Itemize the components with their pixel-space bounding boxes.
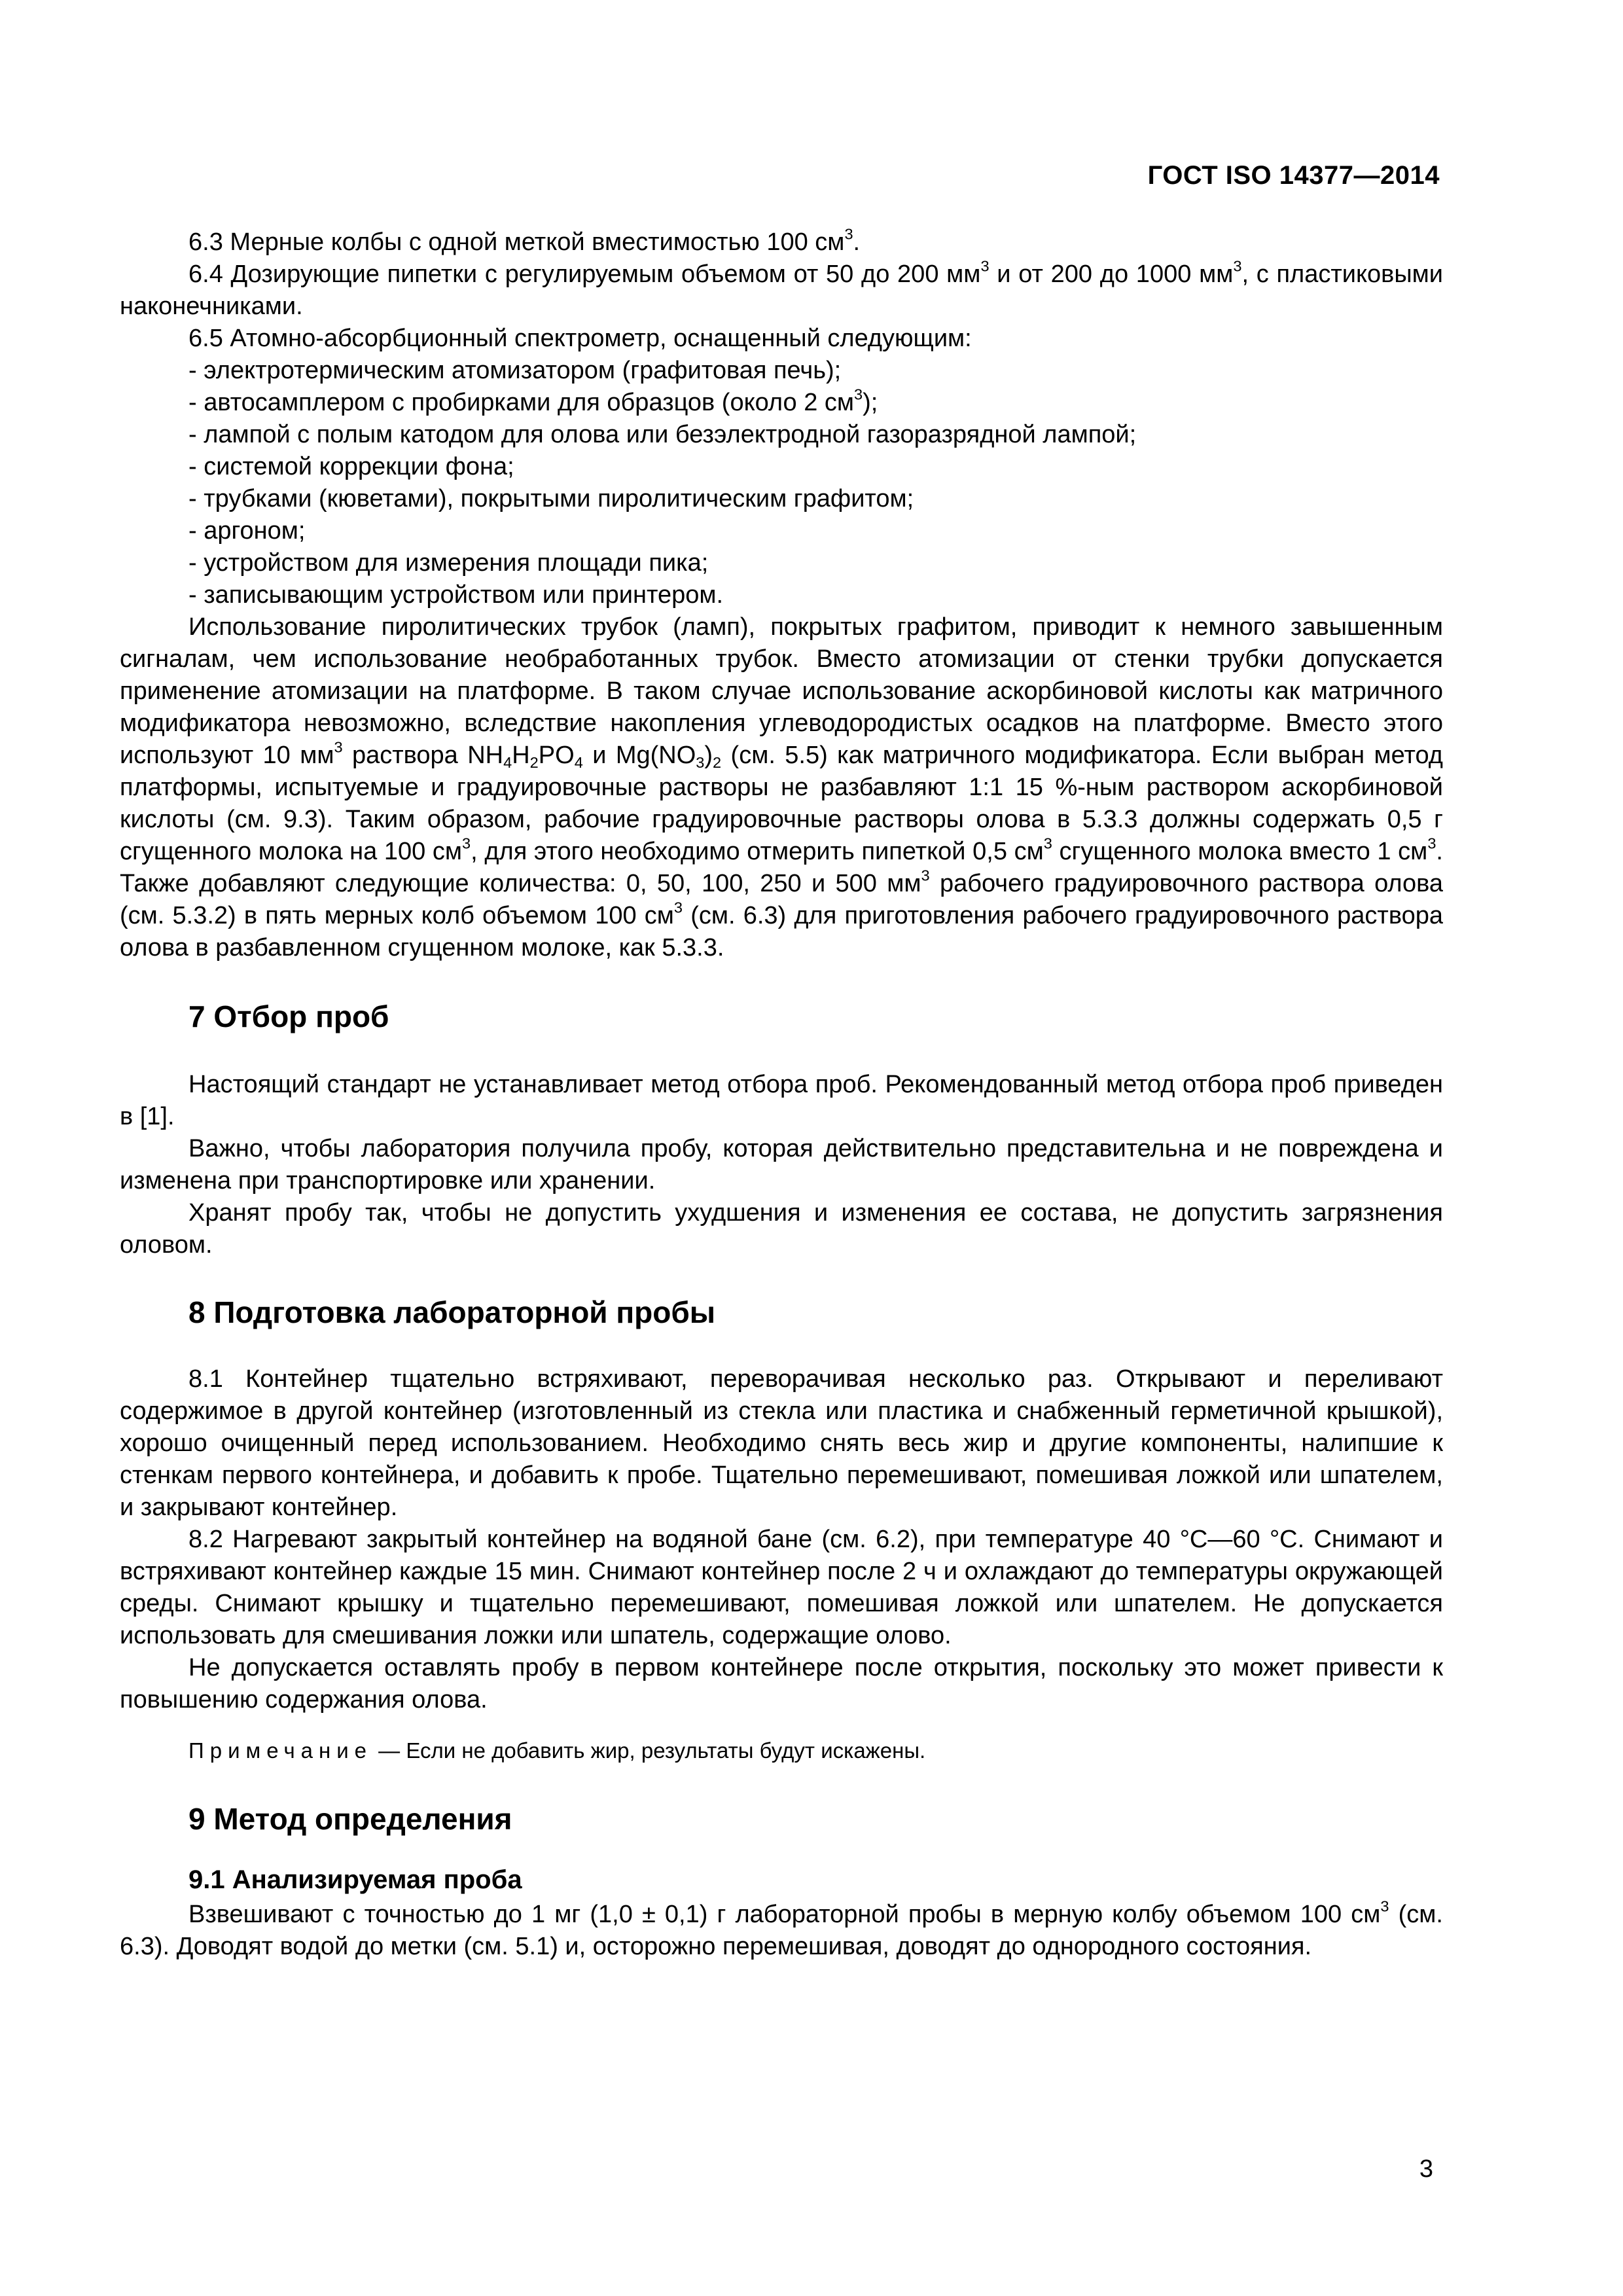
list-item: - автосамплером с пробирками для образцов (около 2 $см^3$); (188, 386, 878, 416)
clause-8-2: 8.2 Нагревают закрытый контейнер на водяной бане (см. 6.2), при температуре 40 °C—60 °C. Снимают и встряхивают контейнер каждые 15 мин. Снимают контейнер после 2 ч и охлаждают до температуры окружающей среды. Снимают крышку и тщательно перемешивают, помешивая ложкой или шпателем. Не допускается использовать для смешивания ложки или шпатель, содержащие олово. (120, 1526, 1443, 1649)
page-number: 3 (1419, 2155, 1433, 2183)
list-item: - электротермическим атомизатором (графитовая печь); (188, 357, 842, 384)
list-item: - аргоном; (188, 517, 306, 545)
pyrolytic-tubes-paragraph: Использование пиролитических трубок (ламп), покрытых графитом, приводит к немного завышенным сигналам, чем использование необработанных трубок. Вместо атомизации от стенки трубки допускается применение атомизации на платформе. В таком случае использование аскорбиновой кислоты как матричного модификатора невозможно, вследствие накопления углеводородистых осадков на платформе. Вместо этого используют 10 $мм^3$ раствора $NH_4H_2PO_4$ и $Mg(NO_3)_2$ (см. 5.5) как матричного модификатора. Если выбран метод платформы, испытуемые и градуировочные растворы не разбавляют 1:1 15 %-ным раствором аскорбиновой кислоты (см. 9.3). Таким образом, рабочие градуировочные растворы олова в 5.3.3 должны содержать 0,5 г сгущенного молока на 100 $см^3$, для этого необходимо отмерить пипеткой 0,5 $см^3$ сгущенного молока вместо 1 $см^3$. Также добавляют следующие количества: 0, 50, 100, 250 и 500 $мм^3$ рабочего градуировочного раствора олова (см. 5.3.2) в пять мерных колб объемом 100 $см^3$ (см. 6.3) для приготовления рабочего градуировочного раствора олова в разбавленном сгущенном молоке, как 5.3.3. (120, 613, 1443, 961)
list-item: - трубками (кюветами), покрытыми пиролитическим графитом; (188, 485, 914, 512)
section-8-heading: 8 Подготовка лабораторной пробы (188, 1295, 716, 1329)
list-item: - системой коррекции фона; (188, 453, 514, 480)
clause-6-4: 6.4 Дозирующие пипетки с регулируемым объемом от 50 до 200 $мм^3$ и от 200 до 1000 $мм^3$, с пластиковыми наконечниками. (120, 257, 1443, 320)
list-item: - записывающим устройством или принтером. (188, 581, 724, 609)
standard-code-header: ГОСТ ISO 14377—2014 (1147, 161, 1440, 190)
subsection-9-1-heading: 9.1 Анализируемая проба (188, 1865, 522, 1894)
note-text: — Если не добавить жир, результаты будут искажены. (372, 1738, 926, 1763)
note-label: Примечание (188, 1738, 373, 1763)
clause-6-5: 6.5 Атомно-абсорбционный спектрометр, оснащенный следующим: (188, 325, 972, 352)
section-8-paragraph: Не допускается оставлять пробу в первом контейнере после открытия, поскольку это может привести к повышению содержания олова. (120, 1654, 1443, 1713)
clause-9-1-paragraph: Взвешивают с точностью до 1 мг (1,0 ± 0,1) г лабораторной пробы в мерную колбу объемом 100 $см^3$ (см. 6.3). Доводят водой до метки (см. 5.1) и, осторожно перемешивая, доводят до однородного состояния. (120, 1897, 1443, 1960)
section-7-heading: 7 Отбор проб (188, 999, 389, 1033)
list-item: - устройством для измерения площади пика; (188, 549, 709, 577)
section-9-heading: 9 Метод определения (188, 1802, 512, 1836)
note (120, 1734, 1443, 1767)
page-content (120, 226, 1443, 1963)
clause-6-3: 6.3 Мерные колбы с одной меткой вместимостью 100 $см^3$. (188, 225, 861, 256)
clause-8-1: 8.1 Контейнер тщательно встряхивают, переворачивая несколько раз. Открывают и переливают содержимое в другой контейнер (изготовленный из стекла или пластика и снабженный герметичной крышкой), хорошо очищенный перед использованием. Необходимо снять весь жир и другие компоненты, налипшие к стенкам первого контейнера, и добавить к пробе. Тщательно перемешивают, помешивая ложкой или шпателем, и закрывают контейнер. (120, 1365, 1443, 1521)
section-7-paragraph: Настоящий стандарт не устанавливает метод отбора проб. Рекомендованный метод отбора проб приведен в [1]. (120, 1071, 1443, 1130)
section-7-paragraph: Важно, чтобы лаборатория получила пробу, которая действительно представительна и не повреждена и изменена при транспортировке или хранении. (120, 1135, 1443, 1194)
list-item: - лампой с полым катодом для олова или безэлектродной газоразрядной лампой; (188, 421, 1137, 448)
section-7-paragraph: Хранят пробу так, чтобы не допустить ухудшения и изменения ее состава, не допустить загрязнения оловом. (120, 1199, 1443, 1259)
